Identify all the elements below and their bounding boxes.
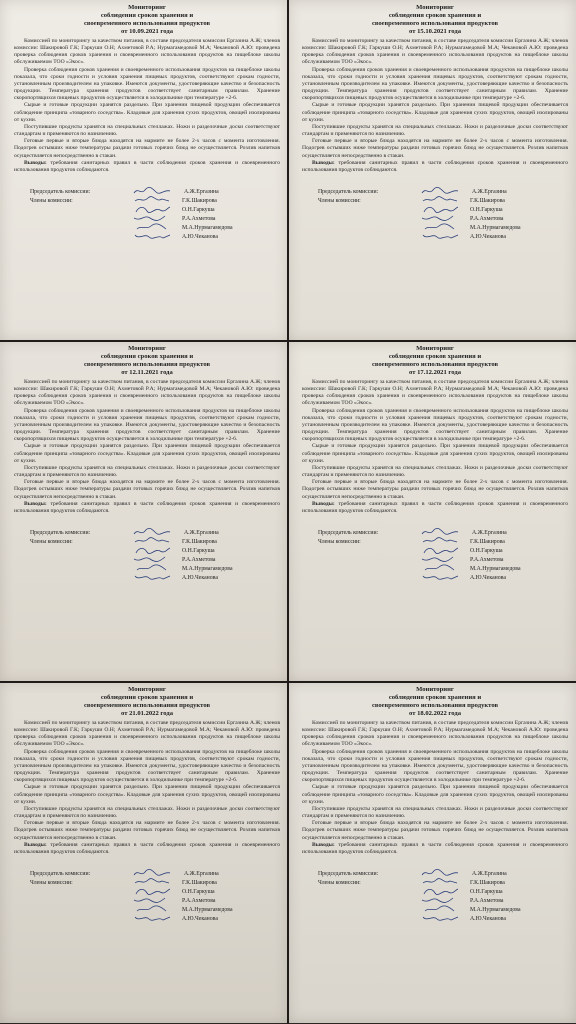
member-name: М.А.Нурмагамедова (470, 906, 521, 913)
chair-name: А.Ж.Ергазина (472, 188, 507, 195)
conclusion-text: требования санитарных правил в части соблюдения сроков хранения и своевременного использования продуктов соблюдаются. (14, 841, 281, 855)
report-title (14, 686, 280, 718)
handwritten-signature (420, 231, 460, 241)
title-line: соблюдения сроков хранения и (388, 353, 482, 360)
conclusion-label: Выводы: (312, 841, 335, 848)
member-name: Г.К.Шакирова (182, 538, 217, 545)
title-line: Мониторинг (128, 4, 166, 11)
member-name: М.А.Нурмагамедова (182, 224, 233, 231)
member-name: Р.А.Ахметова (182, 556, 216, 563)
paragraph: Поступившие продукты хранятся на специальных стеллажах. Ножи и разделочные доски соответствуют стандартам и применяются по назначению. (14, 464, 280, 479)
chair-role: Председатель комиссии: (30, 870, 91, 877)
paragraph: Сырые и готовые продукции хранятся раздельно. При хранении пищевой продукции обеспечивается соблюдение принципа «товарного соседства». Кладовые для хранения сухих продуктов, овощей изолированы от кухни. (302, 443, 568, 464)
report-body (302, 38, 568, 174)
title-line: Мониторинг (128, 345, 166, 352)
report-body (14, 720, 280, 856)
sheet-divider (0, 340, 576, 342)
member-name: Р.А.Ахметова (470, 556, 504, 563)
paragraph: Поступившие продукты хранятся на специальных стеллажах. Ножи и разделочные доски соответствуют стандартам и применяются по назначению. (302, 123, 568, 138)
conclusion-label: Выводы: (24, 159, 47, 166)
member-name: Р.А.Ахметова (470, 897, 504, 904)
signature-block (14, 529, 280, 583)
title-line: соблюдения сроков хранения и (388, 12, 482, 19)
handwritten-signature (132, 913, 172, 923)
chair-name: А.Ж.Ергазина (472, 870, 507, 877)
sheet-divider (287, 0, 289, 1024)
report-sheet-3 (0, 341, 288, 682)
paragraph: Готовые первые и вторые блюда находятся на мармите не более 2-х часов с момента изготовления. Подогрев остывших ниже температуры раздачи готовых горячих блюд не осуществляется. Розлив напитков осуществляется непосредственно в стакан. (14, 138, 280, 159)
member-name: М.А.Нурмагамедова (182, 565, 233, 572)
member-name: А.Ю.Чеканова (470, 574, 506, 581)
report-sheet-1 (0, 0, 288, 341)
title-line: Мониторинг (416, 686, 454, 693)
report-date: от 12.11.2021 года (121, 369, 173, 376)
member-name: А.Ю.Чеканова (182, 574, 218, 581)
report-title (302, 345, 568, 377)
member-name: О.Н.Гаркуша (470, 206, 503, 213)
member-name: Р.А.Ахметова (182, 215, 216, 222)
conclusion (14, 842, 280, 856)
member-name: О.Н.Гаркуша (470, 888, 503, 895)
paragraph: Проверка соблюдения сроков хранения и своевременного использования продуктов на пищеблоке школы показала, что сроки годности и условия хранения пищевых продуктов, соответствуют срокам годности, установленным производителем на упаковке. Имеются документы, удостоверяющие качество и безопасность продукции. Температура хранения продуктов соответствует санитарным правилам. Хранение скоропортящихся пищевых продуктов осуществляется в холодильнике при температуре +2-6. (302, 748, 568, 784)
title-line: своевременного использования продуктов (371, 20, 499, 27)
paragraph: Готовые первые и вторые блюда находятся на мармите не более 2-х часов с момента изготовления. Подогрев остывших ниже температуры раздачи готовых горячих блюд не осуществляется. Розлив напитков осуществляется непосредственно в стакан. (302, 820, 568, 841)
report-sheet-4 (288, 341, 576, 682)
member-row (302, 915, 568, 924)
signature-block (14, 870, 280, 924)
report-date: от 17.12.2021 года (409, 369, 461, 376)
paragraph: Комиссией по мониторингу за качеством питания, в составе председателя комиссии Ергазина А.Ж; членов комиссии: Шакировой Г.К; Гаркуши О.Н; Ахметовой Р.А; Нурмагамедовой М.А; Чекановой А.Ю: проведена проверка соблюдения сроков хранения и своевременного использования продуктов на пищеблоке школы обслуживаемом ТОО «Экос». (302, 379, 568, 407)
member-name: Г.К.Шакирова (182, 879, 217, 886)
member-name: А.Ю.Чеканова (182, 233, 218, 240)
member-name: Г.К.Шакирова (182, 197, 217, 204)
handwritten-signature (420, 572, 460, 582)
signature-block (302, 188, 568, 242)
member-name: Г.К.Шакирова (470, 538, 505, 545)
member-row (302, 233, 568, 242)
paragraph: Поступившие продукты хранятся на специальных стеллажах. Ножи и разделочные доски соответствуют стандартам и применяются по назначению. (302, 805, 568, 820)
paragraph: Комиссией по мониторингу за качеством питания, в составе председателя комиссии Ергазина А.Ж; членов комиссии: Шакировой Г.К; Гаркуши О.Н; Ахметовой Р.А; Нурмагамедовой М.А; Чекановой А.Ю: проведена проверка соблюдения сроков хранения и своевременного использования продуктов на пищеблоке школы обслуживаемом ТОО «Экос». (302, 720, 568, 748)
paragraph: Проверка соблюдения сроков хранения и своевременного использования продуктов на пищеблоке школы показала, что сроки годности и условия хранения пищевых продуктов, соответствуют срокам годности, установленным производителем на упаковке. Имеются документы, удостоверяющие качество и безопасность продукции. Температура хранения продуктов соответствует санитарным правилам. Хранение скоропортящихся пищевых продуктов осуществляется в холодильнике при температуре +2-6. (302, 407, 568, 443)
members-role: Члены комиссии: (318, 879, 361, 886)
report-body (14, 38, 280, 174)
paragraph: Проверка соблюдения сроков хранения и своевременного использования продуктов на пищеблоке школы показала, что сроки годности и условия хранения пищевых продуктов, соответствуют срокам годности, установленным производителем на упаковке. Имеются документы, удостоверяющие качество и безопасность продукции. Температура хранения продуктов соответствует санитарным правилам. Хранение скоропортящихся пищевых продуктов осуществляется в холодильнике при температуре +2-6. (14, 66, 280, 102)
members-role: Члены комиссии: (30, 538, 73, 545)
member-name: Р.А.Ахметова (182, 897, 216, 904)
signature-block (302, 870, 568, 924)
title-line: Мониторинг (416, 4, 454, 11)
member-name: Г.К.Шакирова (470, 197, 505, 204)
report-body (302, 720, 568, 856)
paragraph: Готовые первые и вторые блюда находятся на мармите не более 2-х часов с момента изготовления. Подогрев остывших ниже температуры раздачи готовых горячих блюд не осуществляется. Розлив напитков осуществляется непосредственно в стакан. (302, 138, 568, 159)
conclusion (302, 160, 568, 174)
report-title (14, 4, 280, 36)
title-line: своевременного использования продуктов (83, 20, 211, 27)
member-name: О.Н.Гаркуша (182, 547, 215, 554)
report-body (14, 379, 280, 515)
paragraph: Проверка соблюдения сроков хранения и своевременного использования продуктов на пищеблоке школы показала, что сроки годности и условия хранения пищевых продуктов, соответствуют срокам годности, установленным производителем на упаковке. Имеются документы, удостоверяющие качество и безопасность продукции. Температура хранения продуктов соответствует санитарным правилам. Хранение скоропортящихся пищевых продуктов осуществляется в холодильнике при температуре +2-6. (14, 748, 280, 784)
chair-role: Председатель комиссии: (318, 529, 379, 536)
paragraph: Комиссией по мониторингу за качеством питания, в составе председателя комиссии Ергазина А.Ж; членов комиссии: Шакировой Г.К; Гаркуши О.Н; Ахметовой Р.А; Нурмагамедовой М.А; Чекановой А.Ю: проведена проверка соблюдения сроков хранения и своевременного использования продуктов на пищеблоке школы обслуживаемом ТОО «Экос». (14, 720, 280, 748)
paragraph: Сырые и готовые продукции хранятся раздельно. При хранении пищевой продукции обеспечивается соблюдение принципа «товарного соседства». Кладовые для хранения сухих продуктов, овощей изолированы от кухни. (302, 102, 568, 123)
handwritten-signature (420, 913, 460, 923)
chair-name: А.Ж.Ергазина (472, 529, 507, 536)
conclusion-text: требования санитарных правил в части соблюдения сроков хранения и своевременного использования продуктов соблюдаются. (302, 159, 569, 173)
member-row (14, 233, 280, 242)
title-line: своевременного использования продуктов (83, 702, 211, 709)
chair-role: Председатель комиссии: (30, 529, 91, 536)
report-date: от 18.02.2022 года (409, 710, 461, 717)
chair-name: А.Ж.Ергазина (184, 188, 219, 195)
report-date: от 15.10.2021 года (409, 28, 461, 35)
report-body (302, 379, 568, 515)
member-name: Р.А.Ахметова (470, 215, 504, 222)
paragraph: Готовые первые и вторые блюда находятся на мармите не более 2-х часов с момента изготовления. Подогрев остывших ниже температуры раздачи готовых горячих блюд не осуществляется. Розлив напитков осуществляется непосредственно в стакан. (302, 479, 568, 500)
conclusion-text: требования санитарных правил в части соблюдения сроков хранения и своевременного использования продуктов соблюдаются. (14, 500, 281, 514)
report-date: от 21.01.2022 года (121, 710, 173, 717)
report-sheet-6 (288, 682, 576, 1023)
report-date: от 10.09.2021 года (121, 28, 173, 35)
title-line: Мониторинг (416, 345, 454, 352)
conclusion-label: Выводы: (24, 841, 47, 848)
paragraph: Поступившие продукты хранятся на специальных стеллажах. Ножи и разделочные доски соответствуют стандартам и применяются по назначению. (14, 805, 280, 820)
title-line: своевременного использования продуктов (83, 361, 211, 368)
chair-role: Председатель комиссии: (318, 188, 379, 195)
title-line: соблюдения сроков хранения и (100, 694, 194, 701)
member-row (14, 574, 280, 583)
member-name: А.Ю.Чеканова (470, 915, 506, 922)
handwritten-signature (132, 572, 172, 582)
title-line: соблюдения сроков хранения и (100, 353, 194, 360)
members-role: Члены комиссии: (30, 879, 73, 886)
report-sheet-2 (288, 0, 576, 341)
paragraph: Проверка соблюдения сроков хранения и своевременного использования продуктов на пищеблоке школы показала, что сроки годности и условия хранения пищевых продуктов, соответствуют срокам годности, установленным производителем на упаковке. Имеются документы, удостоверяющие качество и безопасность продукции. Температура хранения продуктов соответствует санитарным правилам. Хранение скоропортящихся пищевых продуктов осуществляется в холодильнике при температуре +2-6. (14, 407, 280, 443)
conclusion (14, 160, 280, 174)
paragraph: Комиссией по мониторингу за качеством питания, в составе председателя комиссии Ергазина А.Ж; членов комиссии: Шакировой Г.К; Гаркуши О.Н; Ахметовой Р.А; Нурмагамедовой М.А; Чекановой А.Ю: проведена проверка соблюдения сроков хранения и своевременного использования продуктов на пищеблоке школы обслуживаемом ТОО «Экос». (14, 38, 280, 66)
paragraph: Проверка соблюдения сроков хранения и своевременного использования продуктов на пищеблоке школы показала, что сроки годности и условия хранения пищевых продуктов, соответствуют срокам годности, установленным производителем на упаковке. Имеются документы, удостоверяющие качество и безопасность продукции. Температура хранения продуктов соответствует санитарным правилам. Хранение скоропортящихся пищевых продуктов осуществляется в холодильнике при температуре +2-6. (302, 66, 568, 102)
sheet-divider (0, 681, 576, 683)
member-name: А.Ю.Чеканова (470, 233, 506, 240)
report-title (302, 4, 568, 36)
member-name: О.Н.Гаркуша (470, 547, 503, 554)
conclusion (302, 501, 568, 515)
member-name: О.Н.Гаркуша (182, 206, 215, 213)
member-name: М.А.Нурмагамедова (470, 565, 521, 572)
signature-block (14, 188, 280, 242)
conclusion-label: Выводы: (312, 500, 335, 507)
member-name: О.Н.Гаркуша (182, 888, 215, 895)
conclusion-text: требования санитарных правил в части соблюдения сроков хранения и своевременного использования продуктов соблюдаются. (302, 500, 569, 514)
title-line: Мониторинг (128, 686, 166, 693)
members-role: Члены комиссии: (318, 197, 361, 204)
members-role: Члены комиссии: (318, 538, 361, 545)
chair-role: Председатель комиссии: (318, 870, 379, 877)
paragraph: Сырые и готовые продукции хранятся раздельно. При хранении пищевой продукции обеспечивается соблюдение принципа «товарного соседства». Кладовые для хранения сухих продуктов, овощей изолированы от кухни. (14, 102, 280, 123)
paragraph: Комиссией по мониторингу за качеством питания, в составе председателя комиссии Ергазина А.Ж; членов комиссии: Шакировой Г.К; Гаркуши О.Н; Ахметовой Р.А; Нурмагамедовой М.А; Чекановой А.Ю: проведена проверка соблюдения сроков хранения и своевременного использования продуктов на пищеблоке школы обслуживаемом ТОО «Экос». (14, 379, 280, 407)
title-line: соблюдения сроков хранения и (100, 12, 194, 19)
paragraph: Сырые и готовые продукции хранятся раздельно. При хранении пищевой продукции обеспечивается соблюдение принципа «товарного соседства». Кладовые для хранения сухих продуктов, овощей изолированы от кухни. (302, 784, 568, 805)
members-role: Члены комиссии: (30, 197, 73, 204)
chair-role: Председатель комиссии: (30, 188, 91, 195)
member-name: А.Ю.Чеканова (182, 915, 218, 922)
member-name: М.А.Нурмагамедова (182, 906, 233, 913)
conclusion-label: Выводы: (24, 500, 47, 507)
title-line: соблюдения сроков хранения и (388, 694, 482, 701)
title-line: своевременного использования продуктов (371, 702, 499, 709)
member-row (14, 915, 280, 924)
report-title (302, 686, 568, 718)
paragraph: Комиссией по мониторингу за качеством питания, в составе председателя комиссии Ергазина А.Ж; членов комиссии: Шакировой Г.К; Гаркуши О.Н; Ахметовой Р.А; Нурмагамедовой М.А; Чекановой А.Ю: проведена проверка соблюдения сроков хранения и своевременного использования продуктов на пищеблоке школы обслуживаемом ТОО «Экос». (302, 38, 568, 66)
member-name: М.А.Нурмагамедова (470, 224, 521, 231)
paragraph: Поступившие продукты хранятся на специальных стеллажах. Ножи и разделочные доски соответствуют стандартам и применяются по назначению. (14, 123, 280, 138)
signature-block (302, 529, 568, 583)
report-sheet-5 (0, 682, 288, 1023)
conclusion-label: Выводы: (312, 159, 335, 166)
chair-name: А.Ж.Ергазина (184, 529, 219, 536)
report-title (14, 345, 280, 377)
paragraph: Поступившие продукты хранятся на специальных стеллажах. Ножи и разделочные доски соответствуют стандартам и применяются по назначению. (302, 464, 568, 479)
paragraph: Сырые и готовые продукции хранятся раздельно. При хранении пищевой продукции обеспечивается соблюдение принципа «товарного соседства». Кладовые для хранения сухих продуктов, овощей изолированы от кухни. (14, 443, 280, 464)
paragraph: Готовые первые и вторые блюда находятся на мармите не более 2-х часов с момента изготовления. Подогрев остывших ниже температуры раздачи готовых горячих блюд не осуществляется. Розлив напитков осуществляется непосредственно в стакан. (14, 479, 280, 500)
conclusion-text: требования санитарных правил в части соблюдения сроков хранения и своевременного использования продуктов соблюдаются. (302, 841, 569, 855)
conclusion-text: требования санитарных правил в части соблюдения сроков хранения и своевременного использования продуктов соблюдаются. (14, 159, 281, 173)
member-row (302, 574, 568, 583)
conclusion (14, 501, 280, 515)
handwritten-signature (132, 231, 172, 241)
conclusion (302, 842, 568, 856)
chair-name: А.Ж.Ергазина (184, 870, 219, 877)
paragraph: Готовые первые и вторые блюда находятся на мармите не более 2-х часов с момента изготовления. Подогрев остывших ниже температуры раздачи готовых горячих блюд не осуществляется. Розлив напитков осуществляется непосредственно в стакан. (14, 820, 280, 841)
title-line: своевременного использования продуктов (371, 361, 499, 368)
paragraph: Сырые и готовые продукции хранятся раздельно. При хранении пищевой продукции обеспечивается соблюдение принципа «товарного соседства». Кладовые для хранения сухих продуктов, овощей изолированы от кухни. (14, 784, 280, 805)
member-name: Г.К.Шакирова (470, 879, 505, 886)
